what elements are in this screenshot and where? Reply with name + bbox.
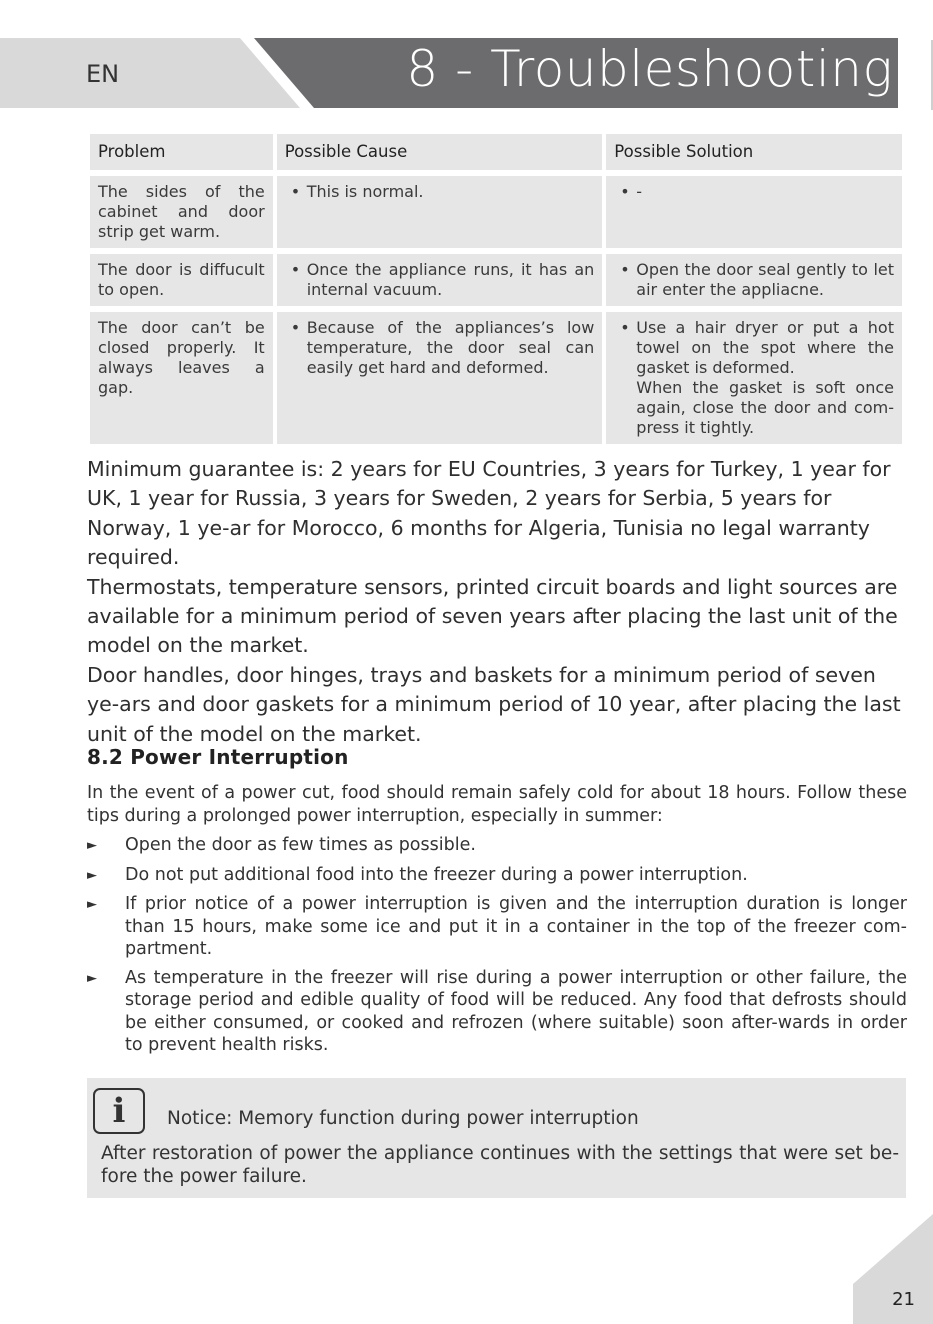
door-parts-paragraph: Door handles, door hinges, trays and baskets for a minimum period of seven ye-ars and door gaskets for a minimum period of 10 year, after placing the last unit of the model on the market. xyxy=(87,662,901,746)
tip-text: Open the door as few times as possible. xyxy=(125,835,476,855)
tip-text: As temperature in the freezer will rise during a power interruption or other failure, the storage period and edible quality of food will be reduced. Any food that defrosts should be either consumed, or cooked and refrozen (where suitable) soon after-wards in order to prevent health risks. xyxy=(125,967,907,1055)
guarantee-text xyxy=(87,455,911,749)
solution-cell xyxy=(606,176,902,248)
header-possible-solution: Possible Solution xyxy=(606,134,902,170)
table-row xyxy=(90,312,902,444)
solution-text-main: Use a hair dryer or put a hot towel on the spot where the gasket is deformed. xyxy=(636,318,894,377)
problem-cell: The door is diffucult to open. xyxy=(90,254,273,306)
table-row xyxy=(90,254,902,306)
notice-body: After restoration of power the appliance continues with the settings that were set be-fore the power failure. xyxy=(101,1143,899,1187)
arrow-bullet-icon: ► xyxy=(87,867,97,883)
bullet: • xyxy=(290,260,301,279)
solution-text xyxy=(636,318,894,438)
page-number: 21 xyxy=(892,1289,915,1310)
tip-text: If prior notice of a power interruption is given and the interruption duration is longer than 15 hours, make some ice and put it in a container in the top of the freezer com-partment. xyxy=(125,894,907,959)
cause-text: Once the appliance runs, it has an internal vacuum. xyxy=(306,260,595,299)
troubleshooting-table xyxy=(86,128,906,450)
info-icon: i xyxy=(93,1088,145,1134)
bullet: • xyxy=(620,318,630,337)
list-item xyxy=(87,893,907,961)
language-tab xyxy=(0,38,300,108)
notice-title: Notice: Memory function during power interruption xyxy=(167,1108,639,1129)
cause-cell xyxy=(277,312,603,444)
bullet: • xyxy=(290,182,301,201)
spare-parts-paragraph: Thermostats, temperature sensors, printed circuit boards and light sources are available for a minimum period of seven years after placing the last unit of the model on the market. xyxy=(87,574,898,658)
cause-cell xyxy=(277,176,603,248)
page-title: 8 - Troubleshooting xyxy=(406,40,893,98)
list-item xyxy=(87,967,907,1057)
arrow-bullet-icon: ► xyxy=(87,897,97,912)
tip-text: Do not put additional food into the freezer during a power interruption. xyxy=(125,864,748,885)
notice-box xyxy=(87,1078,906,1198)
list-item xyxy=(87,864,907,888)
arrow-bullet-icon: ► xyxy=(87,970,97,986)
guarantee-paragraph: Minimum guarantee is: 2 years for EU Countries, 3 years for Turkey, 1 year for UK, 1 year for Russia, 3 years for Sweden, 2 years for Serbia, 5 years for Norway, 1 ye-ar for Morocco, 6 months for Algeria, Tunisia no legal warranty required. xyxy=(87,457,891,570)
bullet: • xyxy=(620,182,630,201)
solution-cell xyxy=(606,254,902,306)
cause-cell xyxy=(277,254,603,306)
table-header-row xyxy=(90,134,902,170)
cause-text: Because of the appliances’s low temperature, the door seal can easily get hard and deformed. xyxy=(306,318,595,377)
table-row xyxy=(90,176,902,248)
problem-cell: The door can’t be closed properly. It always leaves a gap. xyxy=(90,312,273,444)
problem-cell: The sides of the cabinet and door strip get warm. xyxy=(90,176,273,248)
cause-text: This is normal. xyxy=(306,182,424,201)
tips-list xyxy=(87,834,907,1063)
language-label: EN xyxy=(86,60,120,88)
section-intro: In the event of a power cut, food should remain safely cold for about 18 hours. Follow these tips during a prolonged power interruption, especially in summer: xyxy=(87,783,907,826)
bullet: • xyxy=(620,260,630,279)
section-heading: 8.2 Power Interruption xyxy=(87,745,349,769)
solution-text: - xyxy=(636,182,643,201)
header-problem: Problem xyxy=(90,134,273,170)
solution-text: Open the door seal gently to let air enter the appliacne. xyxy=(636,260,894,299)
list-item xyxy=(87,834,907,858)
solution-cell xyxy=(606,312,902,444)
arrow-bullet-icon: ► xyxy=(87,838,97,853)
header-possible-cause: Possible Cause xyxy=(277,134,603,170)
solution-text-extra: When the gasket is soft once again, close the door and com-press it tightly. xyxy=(636,378,894,437)
bullet: • xyxy=(290,318,301,337)
